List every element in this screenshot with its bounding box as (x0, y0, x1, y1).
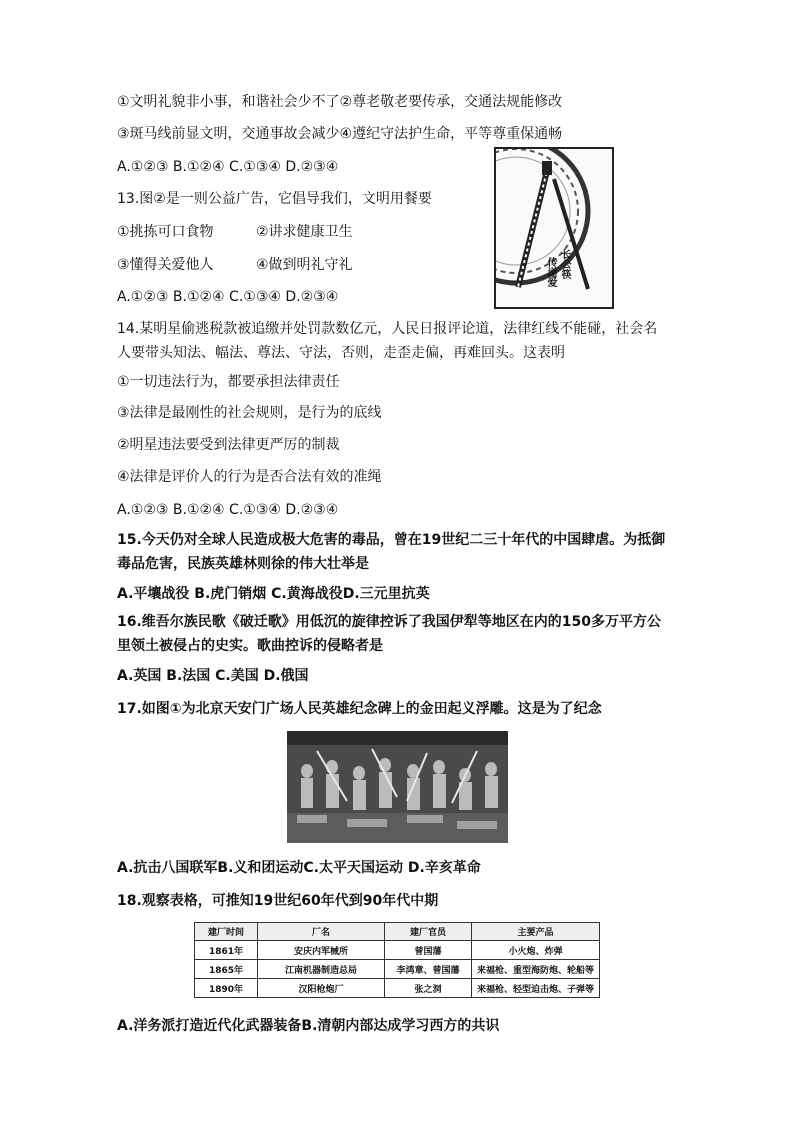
figure-2-chopsticks-poster (494, 147, 614, 309)
cell-products: 来福枪、重型海防炮、轮船等 (472, 960, 600, 979)
cell-year: 1861年 (195, 941, 258, 960)
header-build-time: 建厂时间 (195, 923, 258, 941)
table-row (195, 979, 600, 998)
table-row (195, 941, 600, 960)
jintian-uprising-relief-photo (287, 731, 508, 843)
table-header-row (195, 923, 600, 941)
q13-option-3: ③懂得关爱他人 (117, 257, 214, 273)
q16-stem-line-1: 16.维吾尔族民歌《破迁歌》用低沉的旋律控诉了我国伊犁等地区在内的150多万平方公 (117, 614, 662, 630)
table-row (195, 960, 600, 979)
q14-statement-1: ①一切违法行为，都要承担法律责任 (117, 374, 340, 390)
cell-official: 张之洞 (385, 979, 472, 998)
cell-official: 曾国藩 (385, 941, 472, 960)
cell-official: 李鸿章、曾国藩 (385, 960, 472, 979)
q14-statement-4: ④法律是评价人的行为是否合法有效的准绳 (117, 469, 382, 485)
q16-options: A.英国 B.法国 C.美国 D.俄国 (117, 668, 309, 684)
q13-options: A.①②③ B.①②④ C.①③④ D.②③④ (117, 289, 339, 305)
q15-options: A.平壤战役 B.虎门销烟 C.黄海战役D.三元里抗英 (117, 586, 430, 602)
factories-table (194, 922, 600, 998)
header-official: 建厂官员 (385, 923, 472, 941)
cell-factory: 江南机器制造总局 (258, 960, 385, 979)
cell-factory: 安庆内军械所 (258, 941, 385, 960)
q14-stem-line-1: 14.某明星偷逃税款被追缴并处罚款数亿元，人民日报评论道，法律红线不能碰，社会名 (117, 321, 658, 337)
poster-slogan-col-1: 长公筷 (559, 249, 570, 279)
q15-stem-line-1: 15.今天仍对全球人民造成极大危害的毒品，曾在19世纪二三十年代的中国肆虐。为抵御 (117, 532, 666, 548)
poster-slogan-col-2: 传递爱 (545, 257, 556, 287)
q18-options: A.洋务派打造近代化武器装备B.清朝内部达成学习西方的共识 (117, 1018, 500, 1034)
q17-options: A.抗击八国联军B.义和团运动C.太平天国运动 D.辛亥革命 (117, 860, 481, 876)
cell-factory: 汉阳枪炮厂 (258, 979, 385, 998)
q14-options: A.①②③ B.①②④ C.①③④ D.②③④ (117, 502, 339, 518)
q12-statement-line-2: ③斑马线前显文明，交通事故会减少④遵纪守法护生命，平等尊重保通畅 (117, 126, 563, 142)
cell-year: 1865年 (195, 960, 258, 979)
q13-option-4: ④做到明礼守礼 (256, 257, 353, 273)
cell-year: 1890年 (195, 979, 258, 998)
q14-statement-3: ③法律是最刚性的社会规则，是行为的底线 (117, 405, 382, 421)
q12-options: A.①②③ B.①②④ C.①③④ D.②③④ (117, 159, 339, 175)
q18-stem: 18.观察表格，可推知19世纪60年代到90年代中期 (117, 893, 439, 909)
q12-statement-line-1: ①文明礼貌非小事，和谐社会少不了②尊老敬老要传承，交通法规能修改 (117, 94, 563, 110)
q13-stem: 13.图②是一则公益广告，它倡导我们，文明用餐要 (117, 191, 432, 207)
q16-stem-line-2: 里领土被侵占的史实。歌曲控诉的侵略者是 (117, 638, 383, 654)
relief-illustration (287, 731, 508, 843)
q14-stem-line-2: 人要带头知法、幅法、尊法、守法，否则，走歪走偏，再难回头。这表明 (117, 345, 565, 361)
q14-statement-2: ②明星违法要受到法律更严厉的制裁 (117, 437, 340, 453)
header-factory-name: 厂名 (258, 923, 385, 941)
header-main-products: 主要产品 (472, 923, 600, 941)
cell-products: 小火炮、炸弹 (472, 941, 600, 960)
q17-stem: 17.如图①为北京天安门广场人民英雄纪念碑上的金田起义浮雕。这是为了纪念 (117, 701, 602, 717)
cell-products: 来福枪、轻型迫击炮、子弹等 (472, 979, 600, 998)
q13-option-1: ①挑拣可口食物 (117, 224, 214, 240)
q13-option-2: ②讲求健康卫生 (256, 224, 353, 240)
q15-stem-line-2: 毒品危害，民族英雄林则徐的伟大壮举是 (117, 556, 369, 572)
